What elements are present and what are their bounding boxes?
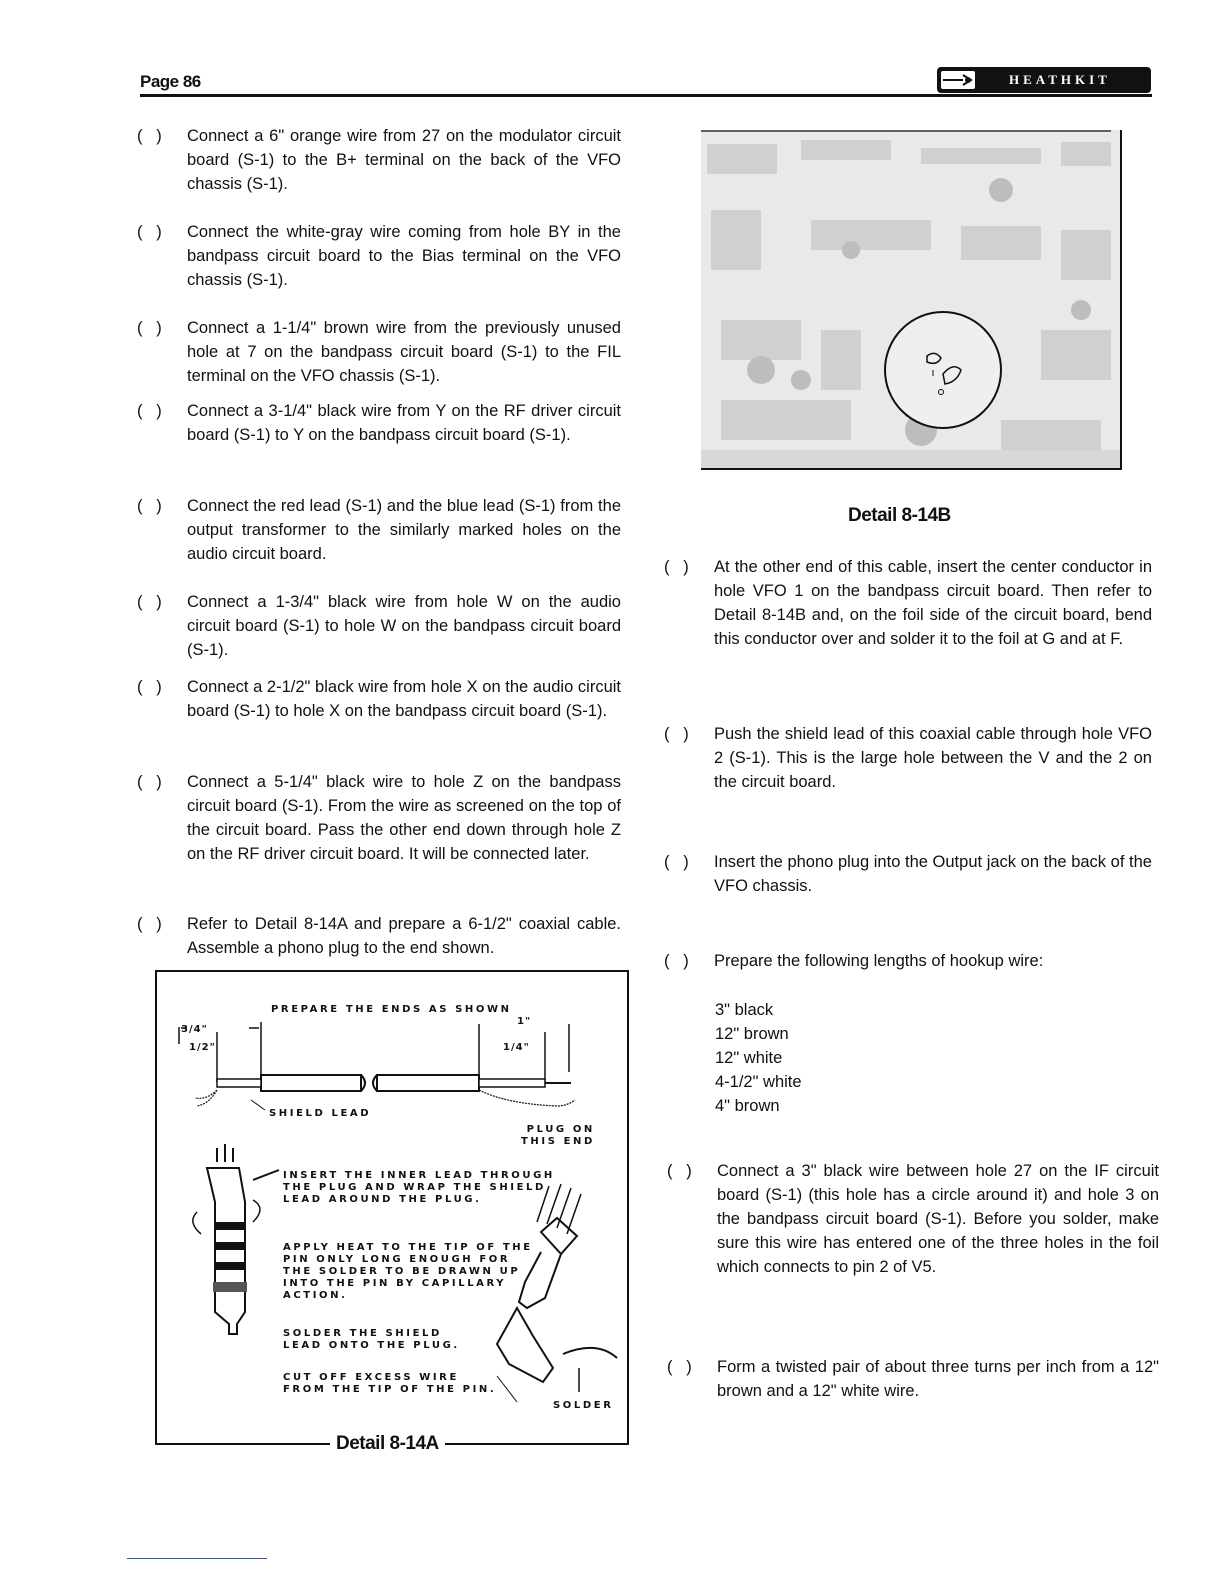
step-right-3	[664, 850, 1152, 898]
step-text: Connect a 5-1/4" black wire to hole Z on the bandpass circuit board (S-1). From the wire as screened on the top of the circuit board. Pass the other end down through hole Z on the RF driver circuit board. It will be connected later.	[187, 773, 621, 863]
cut-off-note: CUT OFF EXCESS WIRE FROM THE TIP OF THE PIN.	[283, 1372, 497, 1395]
logo-text: HEATHKIT	[1009, 72, 1111, 87]
checkbox[interactable]: ( )	[667, 1358, 692, 1376]
step-text: Push the shield lead of this coaxial cable through hole VFO 2 (S-1). This is the large hole between the V and the 2 on the circuit board.	[714, 725, 1152, 791]
step-left-1	[137, 124, 621, 196]
dim-1: 1"	[517, 1016, 532, 1027]
step-text: Connect a 3-1/4" black wire from Y on the RF driver circuit board (S-1) to Y on the bandpass circuit board (S-1).	[187, 402, 621, 444]
step-left-6	[137, 590, 621, 662]
step-right-6	[667, 1355, 1159, 1403]
step-right-2	[664, 722, 1152, 794]
detail-8-14a-figure	[155, 970, 629, 1445]
wire-length-item: 4" brown	[715, 1097, 780, 1115]
step-text: Connect the white-gray wire coming from hole BY in the bandpass circuit board to the Bias terminal on the VFO chassis (S-1).	[187, 223, 621, 289]
heathkit-logo	[937, 67, 1151, 93]
wire-length-item: 12" brown	[715, 1025, 789, 1043]
heat-note: APPLY HEAT TO THE TIP OF THE PIN ONLY LONG ENOUGH FOR THE SOLDER TO BE DRAWN UP INTO THE PIN BY CAPILLARY ACTION.	[283, 1242, 533, 1301]
checkbox[interactable]: ( )	[137, 223, 162, 241]
step-left-9	[137, 912, 621, 960]
checkbox[interactable]: ( )	[137, 497, 162, 515]
step-left-7	[137, 675, 621, 723]
checkbox[interactable]: ( )	[137, 402, 162, 420]
step-text: Refer to Detail 8-14A and prepare a 6-1/2" coaxial cable. Assemble a phono plug to the end shown.	[187, 915, 621, 957]
step-left-4	[137, 399, 621, 447]
page-number: Page 86	[140, 72, 201, 91]
checkbox[interactable]: ( )	[664, 725, 689, 743]
step-text: At the other end of this cable, insert the center conductor in hole VFO 1 on the bandpass circuit board. Then refer to Detail 8-14B and, on the foil side of the circuit board, bend this conductor over and solder it to the foil at G and at F.	[714, 558, 1152, 648]
step-text: Connect a 1-1/4" brown wire from the previously unused hole at 7 on the bandpass circuit board (S-1) to the FIL terminal on the VFO chassis (S-1).	[187, 319, 621, 385]
step-text: Connect a 1-3/4" black wire from hole W on the audio circuit board (S-1) to hole W on the bandpass circuit board (S-1).	[187, 593, 621, 659]
solder-label: SOLDER	[553, 1400, 614, 1411]
step-text: Prepare the following lengths of hookup wire:	[714, 952, 1044, 970]
solder-shield-note: SOLDER THE SHIELD LEAD ONTO THE PLUG.	[283, 1328, 460, 1351]
checkbox[interactable]: ( )	[137, 593, 162, 611]
detail-8-14b-caption: Detail 8-14B	[848, 505, 951, 526]
detail-8-14b-photo	[701, 130, 1122, 470]
wire-length-item: 3" black	[715, 1001, 774, 1019]
insert-note: INSERT THE INNER LEAD THROUGH THE PLUG AND WRAP THE SHIELD LEAD AROUND THE PLUG.	[283, 1170, 555, 1205]
step-text: Connect a 2-1/2" black wire from hole X on the audio circuit board (S-1) to hole X on the bandpass circuit board (S-1).	[187, 678, 621, 720]
checkbox[interactable]: ( )	[137, 915, 162, 933]
dim-3-4: 3/4"	[181, 1024, 208, 1035]
logo-emblem-icon	[941, 71, 975, 89]
wire-length-item: 12" white	[715, 1049, 783, 1067]
wire-length-item: 4-1/2" white	[715, 1073, 802, 1091]
checkbox[interactable]: ( )	[664, 558, 689, 576]
step-left-3	[137, 316, 621, 388]
step-text: Connect the red lead (S-1) and the blue lead (S-1) from the output transformer to the similarly marked holes on the audio circuit board.	[187, 497, 621, 563]
checkbox[interactable]: ( )	[664, 952, 689, 970]
checkbox[interactable]: ( )	[137, 678, 162, 696]
step-left-5	[137, 494, 621, 566]
checkbox[interactable]: ( )	[664, 853, 689, 871]
step-text: Insert the phono plug into the Output jack on the back of the VFO chassis.	[714, 853, 1152, 895]
step-text: Connect a 6" orange wire from 27 on the modulator circuit board (S-1) to the B+ terminal on the back of the VFO chassis (S-1).	[187, 127, 621, 193]
step-right-4	[664, 949, 1152, 973]
step-left-8	[137, 770, 621, 866]
prepare-ends-heading: PREPARE THE ENDS AS SHOWN	[271, 1004, 512, 1015]
step-text: Connect a 3" black wire between hole 27 on the IF circuit board (S-1) (this hole has a circle around it) and hole 3 on the bandpass circuit board (S-1). Before you solder, make sure this wire has entered one of the three holes in the foil which connects to pin 2 of V5.	[717, 1162, 1159, 1276]
checkbox[interactable]: ( )	[137, 127, 162, 145]
dim-1-4: 1/4"	[503, 1042, 530, 1053]
checkbox[interactable]: ( )	[137, 773, 162, 791]
step-left-2	[137, 220, 621, 292]
step-right-1	[664, 555, 1152, 651]
shield-lead-label: SHIELD LEAD	[269, 1108, 372, 1119]
step-text: Form a twisted pair of about three turns per inch from a 12" brown and a 12" white wire.	[717, 1358, 1159, 1400]
detail-8-14a-caption: Detail 8-14A	[330, 1433, 445, 1455]
header-rule	[140, 94, 1152, 97]
step-right-5	[667, 1159, 1159, 1279]
checkbox[interactable]: ( )	[667, 1162, 692, 1180]
dim-1-2: 1/2"	[189, 1042, 216, 1053]
circuit-board-photo	[701, 130, 1122, 470]
wire-length-list	[715, 998, 802, 1118]
plug-on-label: PLUG ON THIS END	[521, 1124, 595, 1147]
checkbox[interactable]: ( )	[137, 319, 162, 337]
footer-rule	[127, 1558, 267, 1559]
